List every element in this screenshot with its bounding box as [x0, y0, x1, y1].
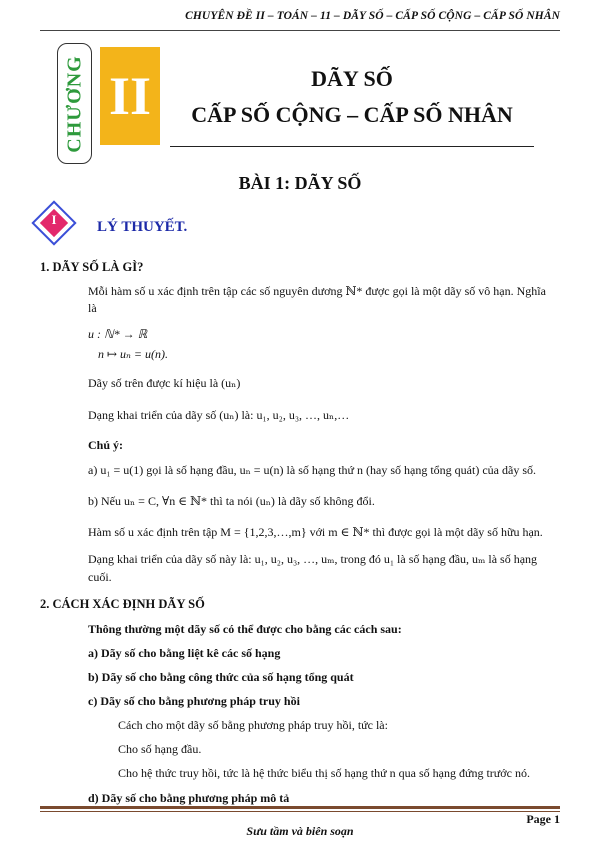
method-a: a) Dãy số cho bằng liệt kê các số hạng	[88, 646, 281, 660]
part-title: LÝ THUYẾT.	[97, 219, 188, 235]
section2-title: 2. CÁCH XÁC ĐỊNH DÃY SỐ	[40, 597, 205, 611]
method-c-line1: Cách cho một dãy số bằng phương pháp truy hồi, tức là:	[118, 718, 388, 732]
formula-map: u : ℕ* → ℝ	[88, 327, 148, 341]
formula-rule: n ↦ uₙ = u(n).	[98, 347, 169, 361]
section2-intro: Thông thường một dãy số có thể được cho bằng các cách sau:	[88, 622, 402, 636]
chapter-title-underline	[170, 146, 534, 147]
chapter-label-box	[57, 43, 92, 164]
definition-line1: Mỗi hàm số u xác định trên tập các số nguyên dương ℕ* được gọi là một dãy số vô hạn. Nghĩa	[88, 284, 546, 298]
footer-divider-thin	[40, 811, 560, 812]
footer-divider-thick	[40, 806, 560, 809]
chapter-title-line1: DÃY SỐ	[311, 66, 393, 91]
finite-expansion-line1: Dạng khai triển của dãy số này là: u₁, u₂, u₃, …, uₘ, trong đó u₁ là số hạng đầu, uₘ là số hạng	[88, 552, 538, 566]
method-c-line3: Cho hệ thức truy hồi, tức là hệ thức biểu thị số hạng thứ n qua số hạng đứng trước nó.	[118, 766, 530, 780]
method-d: d) Dãy số cho bằng phương pháp mô tả	[88, 791, 290, 805]
chapter-title-line2: CẤP SỐ CỘNG – CẤP SỐ NHÂN	[191, 102, 513, 127]
header-divider	[40, 30, 560, 31]
chapter-number-box	[100, 47, 160, 145]
finite-expansion-line2: cuối.	[88, 570, 112, 584]
page-header: CHUYÊN ĐỀ II – TOÁN – 11 – DÃY SỐ – CẤP SỐ CỘNG – CẤP SỐ NHÂN	[185, 10, 560, 22]
method-c-line2: Cho số hạng đầu.	[118, 742, 202, 756]
part-number: I	[51, 212, 57, 227]
footer-note: Sưu tầm và biên soạn	[246, 824, 354, 838]
section1-title: 1. DÃY SỐ LÀ GÌ?	[40, 260, 144, 274]
page-number: Page 1	[526, 812, 560, 826]
finite-definition: Hàm số u xác định trên tập M = {1,2,3,…,m} với m ∈ ℕ* thì được gọi là một dãy số hữu hạn.	[88, 525, 543, 539]
note-title: Chú ý:	[88, 438, 124, 452]
expansion-text: Dạng khai triển của dãy số (uₙ) là: u₁, u₂, u₃, …, uₙ,…	[88, 408, 350, 422]
method-c: c) Dãy số cho bằng phương pháp truy hồi	[88, 694, 300, 708]
lesson-title: BÀI 1: DÃY SỐ	[238, 173, 362, 193]
method-b: b) Dãy số cho bằng công thức của số hạng tổng quát	[88, 670, 354, 684]
chapter-label: CHƯƠNG	[63, 54, 85, 153]
note-a: a) u₁ = u(1) gọi là số hạng đầu, uₙ = u(n) là số hạng thứ n (hay số hạng tổng quát) của dãy số.	[88, 463, 536, 477]
note-b: b) Nếu uₙ = C, ∀n ∈ ℕ* thì ta nói (uₙ) là dãy số không đổi.	[88, 494, 375, 508]
definition-line2: là	[88, 301, 97, 315]
notation-text: Dãy số trên được kí hiệu là (uₙ)	[88, 376, 241, 390]
chapter-number: II	[108, 66, 152, 126]
